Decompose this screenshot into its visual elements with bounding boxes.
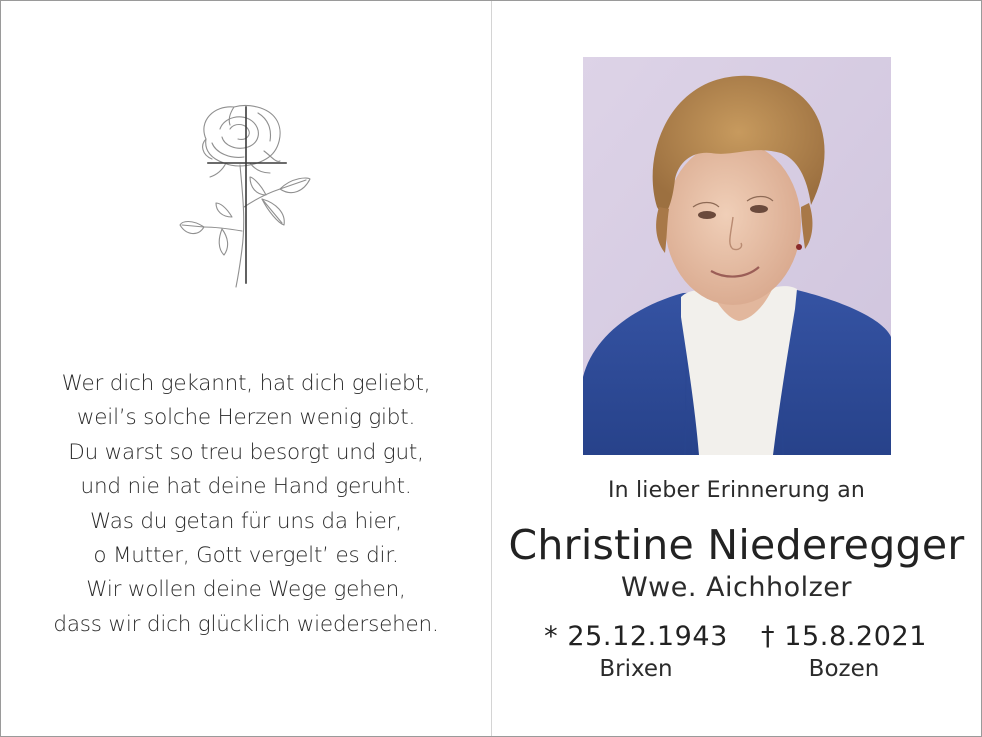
poem-line: dass wir dich glücklich wiedersehen. bbox=[53, 611, 439, 637]
birth-info bbox=[536, 621, 736, 682]
death-place: Bozen bbox=[808, 656, 880, 682]
widow-of-line: Wwe. Aichholzer bbox=[620, 572, 852, 603]
memorial-poem bbox=[21, 367, 471, 642]
death-info bbox=[744, 621, 944, 682]
birth-place: Brixen bbox=[599, 656, 673, 682]
poem-line: weil’s solche Herzen wenig gibt. bbox=[76, 405, 416, 431]
poem-line: Wir wollen deine Wege gehen, bbox=[86, 577, 406, 603]
deceased-name: Christine Niederegger bbox=[508, 521, 965, 569]
right-panel bbox=[492, 1, 981, 736]
memorial-intro: In lieber Erinnerung an bbox=[607, 478, 866, 503]
life-dates bbox=[492, 621, 981, 691]
portrait-photo bbox=[583, 57, 891, 455]
birth-date: * 25.12.1943 bbox=[544, 621, 728, 652]
poem-line: und nie hat deine Hand geruht. bbox=[80, 474, 412, 500]
left-panel bbox=[1, 1, 491, 736]
death-date: † 15.8.2021 bbox=[760, 621, 928, 652]
poem-line: Was du getan für uns da hier, bbox=[90, 508, 402, 534]
poem-line: Du warst so treu besorgt und gut, bbox=[68, 439, 424, 465]
poem-line: o Mutter, Gott vergelt’ es dir. bbox=[93, 543, 399, 569]
rose-with-cross-icon bbox=[176, 99, 316, 291]
poem-line: Wer dich gekannt, hat dich geliebt, bbox=[61, 371, 431, 396]
